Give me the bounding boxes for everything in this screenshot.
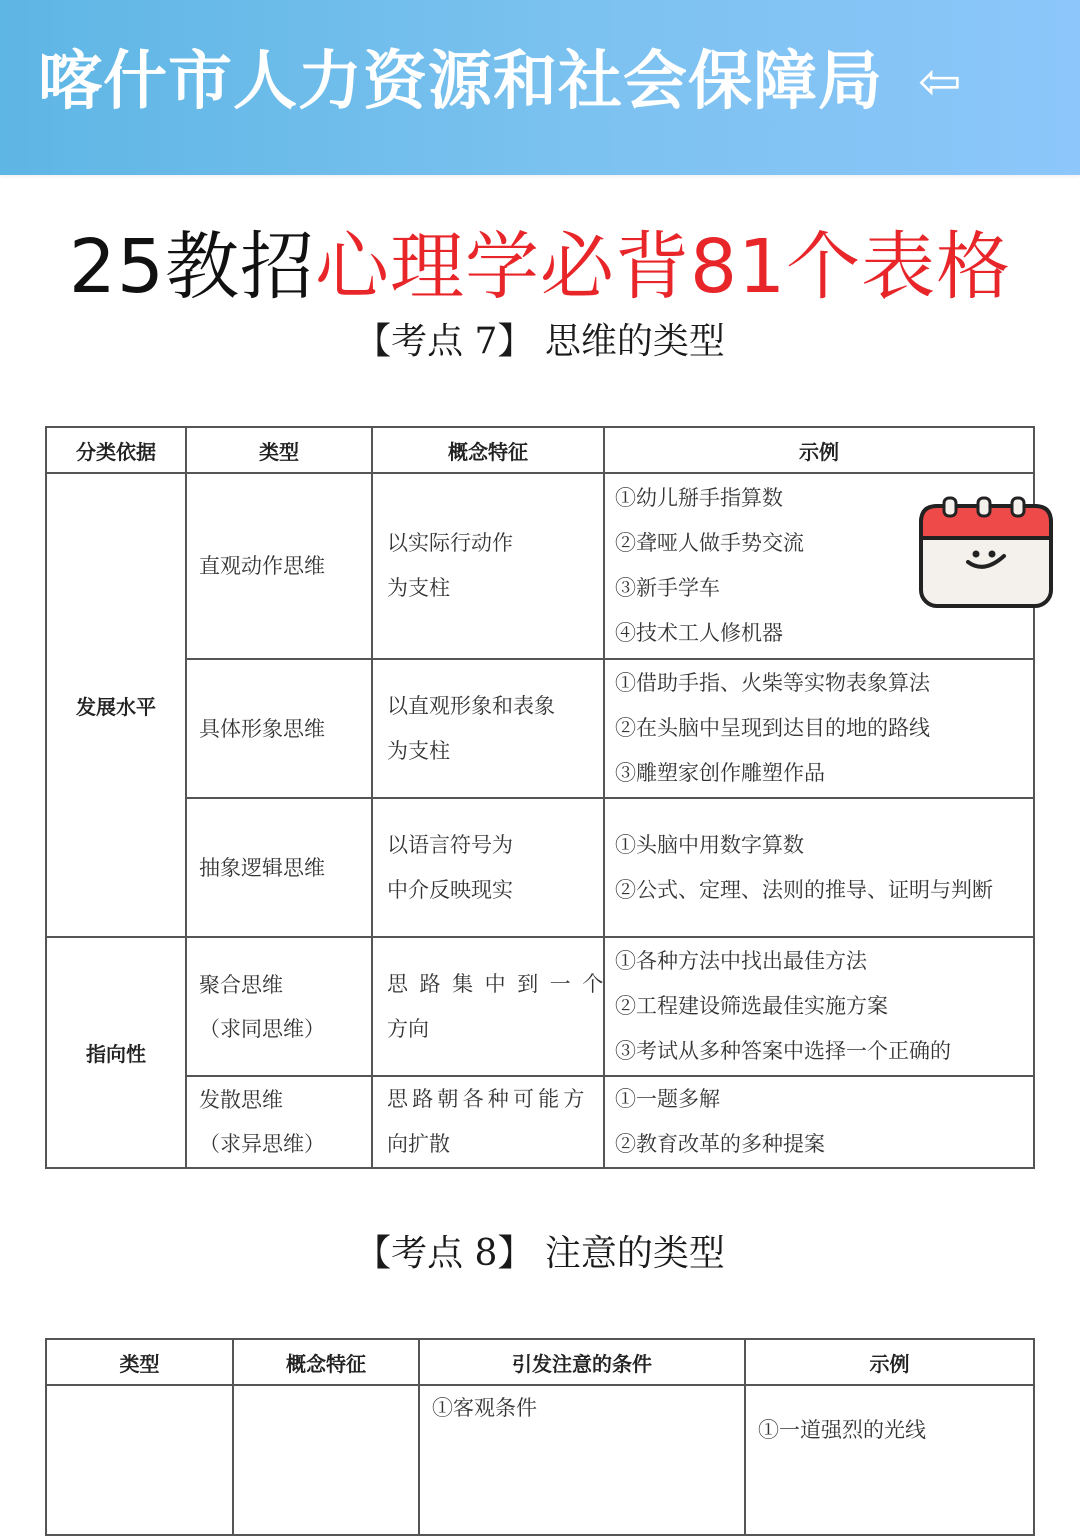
concept-cell <box>372 1076 604 1168</box>
type-text: （求同思维） <box>199 1016 325 1041</box>
table-header-row <box>46 1339 1034 1385</box>
condition-cell <box>419 1385 745 1535</box>
thinking-types-table <box>45 426 1035 1169</box>
table-header-cell: 概念特征 <box>372 427 604 473</box>
page-title-highlight: 心理学必背81个表格 <box>315 224 1012 310</box>
type-cell <box>186 473 372 659</box>
example-text: ②在头脑中呈现到达目的地的路线 <box>615 716 930 740</box>
banner-title: 喀什市人力资源和社会保障局 <box>38 45 883 119</box>
concept-cell <box>372 473 604 659</box>
table-row <box>46 798 1034 937</box>
concept-cell <box>372 937 615 1076</box>
example-text: ①借助手指、火柴等实物表象算法 <box>615 671 930 695</box>
type-cell <box>186 937 372 1076</box>
concept-text: 思路集中到一个 <box>387 971 615 996</box>
example-text: ①幼儿掰手指算数 <box>615 486 783 510</box>
example-text: ②教育改革的多种提案 <box>615 1132 825 1156</box>
section-8-heading: 【考点 8】 注意的类型 <box>355 1233 725 1274</box>
type-text: （求异思维） <box>199 1132 325 1156</box>
calendar-smile-icon <box>918 494 1054 610</box>
back-arrow-icon[interactable]: ⇦ <box>918 52 962 112</box>
table-row <box>46 1385 1034 1535</box>
concept-text: 向扩散 <box>387 1132 450 1156</box>
example-cell <box>604 798 1034 937</box>
concept-text: 为支柱 <box>387 738 450 763</box>
concept-text: 方向 <box>387 1016 429 1041</box>
example-cell <box>604 1076 1034 1168</box>
header-banner <box>0 0 1080 175</box>
concept-text: 以直观形象和表象 <box>387 693 555 718</box>
table-header-cell: 类型 <box>186 427 372 473</box>
example-text: ③雕塑家创作雕塑作品 <box>615 761 825 785</box>
table-row <box>46 473 1034 659</box>
example-text: ②工程建设筛选最佳实施方案 <box>615 994 888 1018</box>
type-text: 聚合思维 <box>199 972 283 997</box>
table-header-cell: 引发注意的条件 <box>419 1339 745 1385</box>
type-cell <box>186 798 372 937</box>
concept-cell <box>372 798 604 937</box>
example-cell <box>604 659 1034 798</box>
table-header-cell: 示例 <box>604 427 1034 473</box>
table-header-cell: 概念特征 <box>233 1339 419 1385</box>
table-row <box>46 937 1034 1076</box>
category-cell: 发展水平 <box>46 473 186 937</box>
page-title <box>0 222 1080 312</box>
example-text: ①各种方法中找出最佳方法 <box>615 949 867 973</box>
example-text: ②公式、定理、法则的推导、证明与判断 <box>615 877 993 902</box>
example-text: ③考试从多种答案中选择一个正确的 <box>615 1039 951 1063</box>
type-text: 直观动作思维 <box>199 554 325 578</box>
example-text: ①头脑中用数字算数 <box>615 832 804 857</box>
example-text: ①一题多解 <box>615 1087 720 1111</box>
example-text: ①一道强烈的光线 <box>758 1418 926 1442</box>
example-cell <box>745 1385 1034 1535</box>
table-header-row <box>46 427 1034 473</box>
type-text: 发散思维 <box>199 1088 283 1112</box>
table-header-cell: 示例 <box>745 1339 1034 1385</box>
concept-text: 以语言符号为 <box>387 832 513 857</box>
category-cell: 指向性 <box>46 937 186 1168</box>
concept-text: 为支柱 <box>387 576 450 600</box>
concept-text: 以实际行动作 <box>387 531 513 555</box>
example-text: ③新手学车 <box>615 576 720 600</box>
concept-text: 思路朝各种可能方 <box>387 1087 589 1111</box>
concept-text: 中介反映现实 <box>387 877 513 902</box>
type-text: 抽象逻辑思维 <box>199 855 325 880</box>
condition-text: ①客观条件 <box>432 1396 537 1420</box>
table-header-cell: 分类依据 <box>46 427 186 473</box>
example-text: ④技术工人修机器 <box>615 621 783 645</box>
example-text: ②聋哑人做手势交流 <box>615 531 804 555</box>
type-cell <box>46 1385 233 1535</box>
table-row <box>46 1076 1034 1168</box>
page-title-prefix: 25教招 <box>68 224 315 310</box>
type-cell <box>186 1076 372 1168</box>
section-7-heading: 【考点 7】 思维的类型 <box>355 321 725 362</box>
table-header-cell: 类型 <box>46 1339 233 1385</box>
attention-types-table <box>45 1338 1035 1536</box>
concept-cell <box>372 659 604 798</box>
example-cell <box>604 937 1034 1076</box>
concept-cell <box>233 1385 419 1535</box>
table-row <box>46 659 1034 798</box>
type-text: 具体形象思维 <box>199 716 325 741</box>
type-cell <box>186 659 372 798</box>
